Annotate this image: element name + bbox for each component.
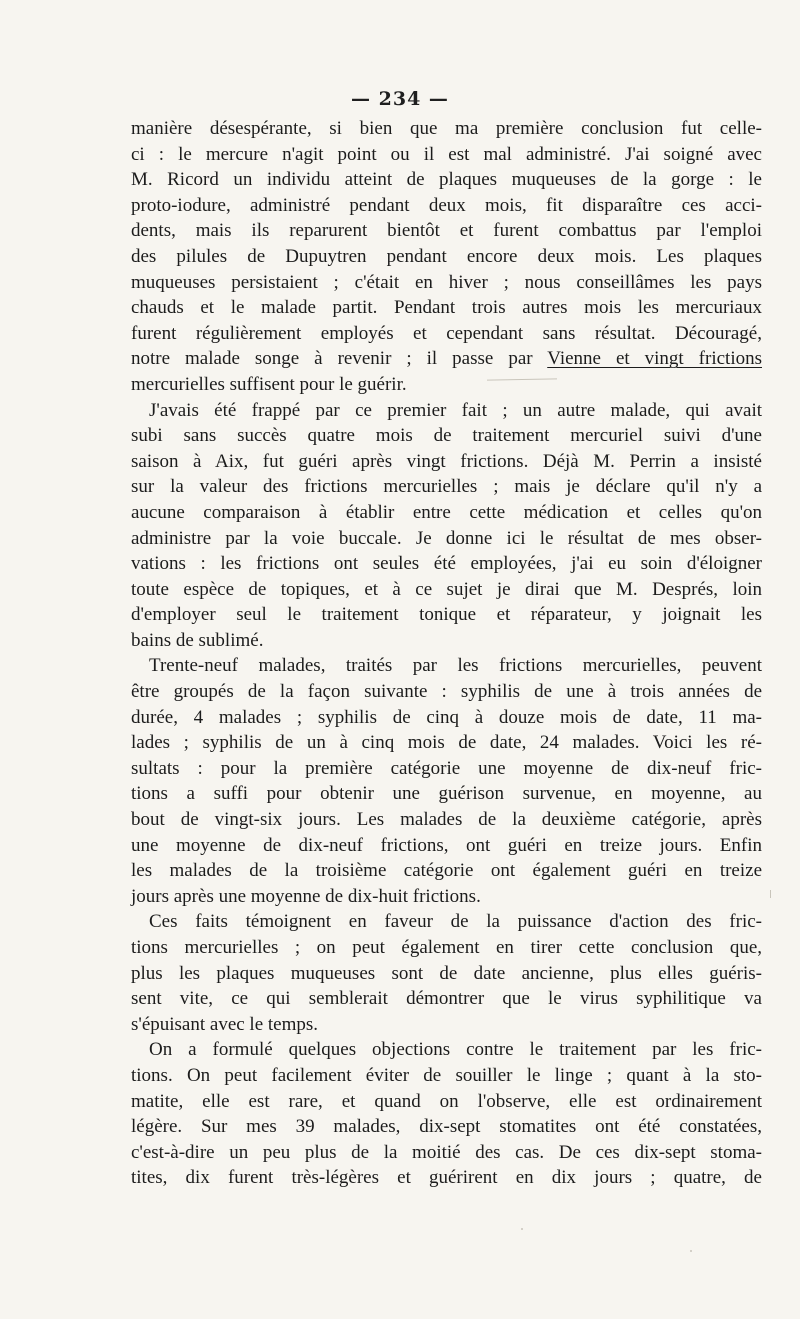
text-line: sent vite, ce qui semblerait démontrer que le virus syphilitique va [131, 988, 762, 1010]
text-line: jours après une moyenne de dix-huit frictions. [131, 885, 481, 907]
text-line: administre par la voie buccale. Je donne ici le résultat de mes obser- [131, 527, 762, 549]
text-line: d'employer seul le traitement tonique et réparateur, y joignait les [131, 604, 762, 626]
text-line: tions a suffi pour obtenir une guérison survenue, en moyenne, au [131, 783, 762, 805]
text-line: aucune comparaison à établir entre cette médication et celles qu'on [131, 501, 762, 523]
text-line: saison à Aix, fut guéri après vingt frictions. Déjà M. Perrin a insisté [131, 450, 762, 472]
speck [521, 1228, 523, 1230]
text-line: durée, 4 malades ; syphilis de cinq à douze mois de date, 11 ma- [131, 706, 762, 728]
text-line: matite, elle est rare, et quand on l'observe, elle est ordinairement [131, 1090, 762, 1112]
text-line: une moyenne de dix-neuf frictions, ont guéri en treize jours. Enfin [131, 834, 762, 856]
speck [770, 890, 771, 898]
text-line: bains de sublimé. [131, 629, 264, 651]
text-line: tions mercurielles ; on peut également en tirer cette conclusion que, [131, 937, 762, 958]
text-line: chauds et le malade partit. Pendant trois autres mois les mercuriaux [131, 297, 762, 319]
text-line: lades ; syphilis de un à cinq mois de date, 24 malades. Voici les ré- [131, 732, 762, 754]
text-line: muqueuses persistaient ; c'était en hiver ; nous conseillâmes les pays [131, 271, 762, 293]
text-line: subi sans succès quatre mois de traitement mercuriel suivi d'une [131, 425, 762, 447]
text-line: M. Ricord un individu atteint de plaques muqueuses de la gorge : le [131, 169, 762, 191]
text-line: toute espèce de topiques, et à ce sujet je dirai que M. Després, loin [131, 578, 762, 600]
text-line: légère. Sur mes 39 malades, dix-sept stomatites ont été constatées, [131, 1116, 762, 1138]
text-line: des pilules de Dupuytren pendant encore deux mois. Les plaques [131, 245, 762, 267]
text-line: vations : les frictions ont seules été employées, j'ai eu soin d'éloigner [131, 553, 762, 575]
text-line: On a formulé quelques objections contre le traitement par les fric- [149, 1039, 762, 1061]
body-text [131, 116, 762, 1191]
text-line: être groupés de la façon suivante : syphilis de une à trois années de [131, 681, 762, 703]
text-line: J'avais été frappé par ce premier fait ; un autre malade, qui avait [149, 399, 762, 421]
text-line: bout de vingt-six jours. Les malades de la deuxième catégorie, après [131, 809, 762, 831]
text-line: tites, dix furent très-légères et guérirent en dix jours ; quatre, de [131, 1167, 762, 1189]
text-line: dents, mais ils reparurent bientôt et furent combattus par l'emploi [131, 220, 762, 242]
page-number: — 234 — [351, 88, 449, 110]
text-line: les malades de la troisième catégorie ont également guéri en treize [131, 860, 762, 882]
text-line: mercurielles suffisent pour le guérir. [131, 373, 407, 395]
underlined-phrase: Vienne et vingt frictions [547, 348, 762, 370]
speck [690, 1250, 692, 1252]
text-line: furent régulièrement employés et cependant sans résultat. Découragé, [131, 322, 762, 344]
text-line: Ces faits témoignent en faveur de la puissance d'action des fric- [149, 911, 762, 933]
text-line: proto-iodure, administré pendant deux mois, fit disparaître ces acci- [131, 194, 762, 216]
text-line: plus les plaques muqueuses sont de date ancienne, plus elles guéris- [131, 962, 762, 984]
text-line: tions. On peut facilement éviter de souiller le linge ; quant à la sto- [131, 1064, 762, 1086]
text-line: sur la valeur des frictions mercurielles ; mais je déclare qu'il n'y a [131, 476, 762, 498]
text-line: s'épuisant avec le temps. [131, 1013, 319, 1035]
text-line: notre malade songe à revenir ; il passe par Vienne et vingt frictions [131, 348, 762, 370]
text-line: sultats : pour la première catégorie une moyenne de dix-neuf fric- [131, 757, 762, 779]
text-line: c'est-à-dire un peu plus de la moitié des cas. De ces dix-sept stoma- [131, 1141, 762, 1163]
text-line: manière désespérante, si bien que ma première conclusion fut celle- [131, 118, 762, 139]
text-line: Trente-neuf malades, traités par les frictions mercurielles, peuvent [149, 655, 762, 677]
text-line: ci : le mercure n'agit point ou il est mal administré. J'ai soigné avec [131, 143, 762, 165]
